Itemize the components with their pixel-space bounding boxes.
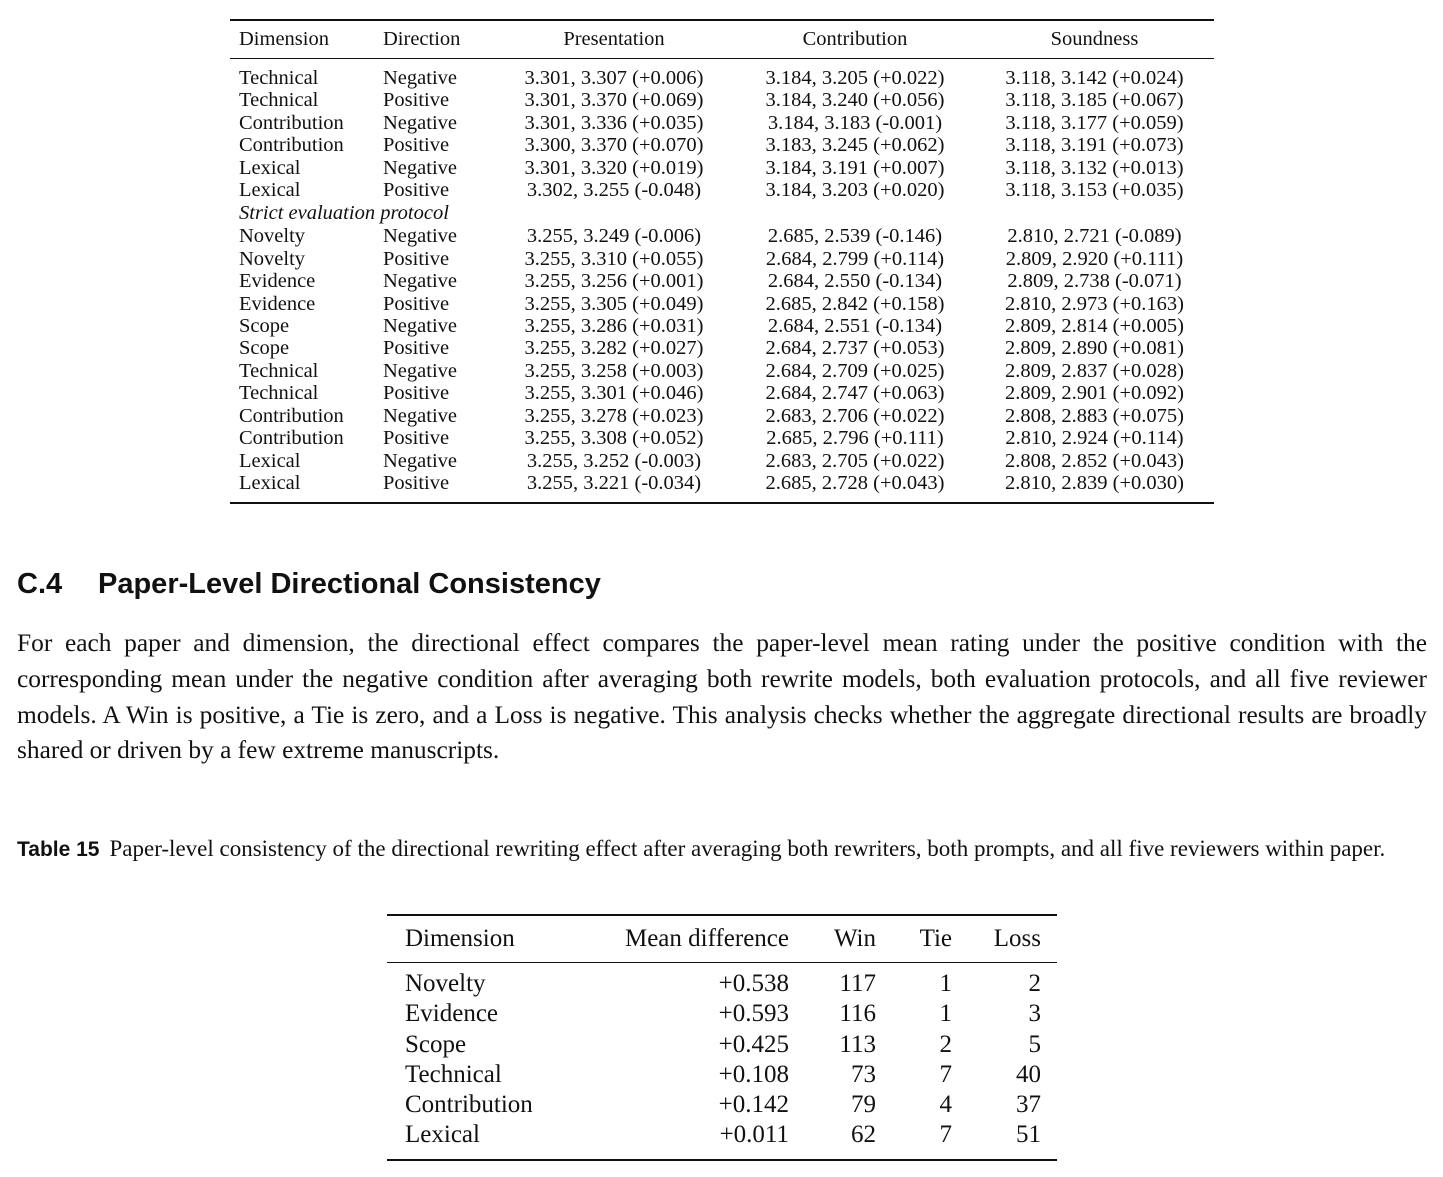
table-cell: Negative	[383, 359, 457, 382]
table-cell: +0.108	[718, 1060, 789, 1088]
table-cell: 3.118, 3.191 (+0.073)	[1005, 134, 1184, 157]
table-row	[230, 89, 1214, 111]
table-cell: +0.593	[718, 1000, 789, 1028]
results-table-body	[230, 59, 1214, 504]
table-cell: Lexical	[239, 156, 301, 179]
table-cell: Novelty	[239, 225, 306, 248]
table-cell: 2.683, 2.705 (+0.022)	[765, 449, 945, 472]
table-15-grid	[387, 914, 1057, 1161]
table-row	[230, 157, 1214, 179]
column-header: Soundness	[975, 20, 1214, 59]
column-header: Presentation	[493, 20, 735, 59]
table-cell: Lexical	[239, 179, 301, 202]
table-cell: 3	[1028, 1000, 1041, 1028]
table-cell: 2	[939, 1030, 952, 1058]
table-cell: Contribution	[239, 427, 344, 450]
table-cell: Positive	[383, 471, 450, 494]
table-cell: Positive	[383, 292, 450, 315]
table-cell: Positive	[383, 427, 450, 450]
table-cell: 2.683, 2.706 (+0.022)	[765, 404, 945, 427]
table-cell: 40	[1016, 1060, 1041, 1088]
table-15-body	[387, 963, 1057, 1160]
table-cell: Positive	[383, 134, 450, 157]
table-row	[387, 1030, 1057, 1060]
table-15	[387, 914, 1057, 1161]
table-cell: 2.810, 2.973 (+0.163)	[1005, 292, 1184, 315]
table-cell: Contribution	[239, 404, 344, 427]
table-cell: 2.685, 2.539 (-0.146)	[767, 225, 943, 248]
table-row	[230, 405, 1214, 427]
table-cell: 1	[939, 1000, 952, 1028]
table-cell: Negative	[383, 67, 457, 89]
table-cell: 3.255, 3.310 (+0.055)	[524, 247, 704, 270]
table-cell: Technical	[239, 89, 319, 112]
table-cell: 1	[939, 970, 952, 997]
table-cell: 2.809, 2.837 (+0.028)	[1005, 359, 1184, 382]
table-cell: Scope	[405, 1030, 467, 1058]
table-cell: Technical	[239, 359, 319, 382]
table-cell: Negative	[383, 156, 457, 179]
table-15-header-row	[387, 915, 1057, 963]
table-cell: 3.301, 3.307 (+0.006)	[524, 67, 704, 89]
table-cell: +0.425	[718, 1030, 789, 1058]
table-cell: 113	[839, 1030, 876, 1058]
table-cell: 73	[851, 1060, 876, 1088]
table-cell: Negative	[383, 270, 457, 293]
table-cell: 3.183, 3.245 (+0.062)	[765, 134, 945, 157]
table-row	[230, 179, 1214, 201]
table-cell: Evidence	[239, 292, 316, 315]
column-header: Mean difference	[579, 915, 789, 963]
results-table-grid	[230, 19, 1214, 504]
table-cell: 2.685, 2.842 (+0.158)	[765, 292, 945, 315]
table-cell: Technical	[405, 1060, 502, 1088]
table-cell: 2.808, 2.852 (+0.043)	[1005, 449, 1184, 472]
table-cell: 116	[839, 1000, 876, 1028]
table-cell: 2.809, 2.890 (+0.081)	[1005, 337, 1184, 360]
table-cell: Negative	[383, 404, 457, 427]
table-cell: Novelty	[239, 247, 306, 270]
table-cell: Negative	[383, 111, 457, 134]
table-row	[230, 248, 1214, 270]
table-cell: Negative	[383, 315, 457, 338]
results-table	[230, 19, 1214, 504]
spacer-row	[387, 1151, 1057, 1160]
section-title: Paper-Level Directional Consistency	[98, 568, 601, 600]
table-caption-text: Paper-level consistency of the directional rewriting effect after averaging both rewriters, both prompts, and all five reviewers within paper.	[109, 836, 1386, 861]
table-cell: 3.118, 3.153 (+0.035)	[1005, 179, 1184, 202]
table-cell: 2	[1028, 970, 1041, 997]
table-cell: Lexical	[239, 471, 301, 494]
table-cell: 2.808, 2.883 (+0.075)	[1005, 404, 1184, 427]
table-cell: +0.538	[718, 970, 789, 997]
column-header: Win	[789, 915, 876, 963]
section-heading	[17, 568, 601, 601]
table-label: Table 15	[17, 838, 100, 861]
table-cell: 2.809, 2.814 (+0.005)	[1005, 315, 1184, 338]
table-row	[230, 337, 1214, 359]
table-row	[230, 225, 1214, 247]
table-cell: 62	[851, 1121, 876, 1149]
table-row	[230, 293, 1214, 315]
table-cell: 7	[939, 1060, 952, 1088]
table-cell: Negative	[383, 225, 457, 248]
table-row	[230, 360, 1214, 382]
table-cell: 3.118, 3.132 (+0.013)	[1005, 156, 1184, 179]
table-cell: 3.255, 3.256 (+0.001)	[524, 270, 704, 293]
table-cell: Lexical	[239, 449, 301, 472]
section-number: C.4	[17, 568, 63, 600]
table-row	[230, 315, 1214, 337]
table-row	[230, 450, 1214, 472]
table-cell: 3.255, 3.301 (+0.046)	[524, 382, 704, 405]
table-cell: 3.255, 3.305 (+0.049)	[524, 292, 704, 315]
table-cell: Contribution	[239, 111, 344, 134]
table-row	[387, 1090, 1057, 1120]
table-cell: Technical	[239, 67, 319, 89]
column-header: Tie	[876, 915, 952, 963]
table-cell: 79	[851, 1091, 876, 1119]
table-row	[230, 134, 1214, 156]
table-cell: Evidence	[239, 270, 316, 293]
table-row	[387, 969, 1057, 999]
table-cell: Positive	[383, 247, 450, 270]
table-row	[230, 427, 1214, 449]
table-cell: 3.184, 3.183 (-0.001)	[767, 111, 943, 134]
table-cell: 3.118, 3.177 (+0.059)	[1005, 111, 1184, 134]
table-cell: +0.011	[719, 1121, 789, 1149]
table-cell: Scope	[239, 315, 290, 338]
table-row	[230, 112, 1214, 134]
table-cell: Contribution	[239, 134, 344, 157]
protocol-label: Strict evaluation protocol	[239, 202, 449, 225]
table-cell: 117	[839, 970, 876, 997]
table-cell: Novelty	[405, 970, 486, 997]
table-cell: 2.684, 2.747 (+0.063)	[765, 382, 945, 405]
table-cell: Negative	[383, 449, 457, 472]
table-cell: 2.810, 2.721 (-0.089)	[1007, 225, 1182, 248]
table-row	[230, 472, 1214, 494]
table-cell: 3.118, 3.185 (+0.067)	[1005, 89, 1184, 112]
table-cell: 3.255, 3.286 (+0.031)	[524, 315, 704, 338]
table-cell: 2.809, 2.920 (+0.111)	[1005, 247, 1184, 270]
table-cell: 2.684, 2.551 (-0.134)	[767, 315, 943, 338]
table-cell: 3.255, 3.258 (+0.003)	[524, 359, 704, 382]
table-cell: 7	[939, 1121, 952, 1149]
table-row	[230, 270, 1214, 292]
table-row	[387, 1120, 1057, 1150]
table-cell: Contribution	[405, 1091, 533, 1119]
table-cell: 3.118, 3.142 (+0.024)	[1005, 67, 1184, 89]
table-cell: 51	[1016, 1121, 1041, 1149]
table-cell: 2.684, 2.550 (-0.134)	[767, 270, 943, 293]
column-header: Dimension	[230, 20, 381, 59]
table-cell: 2.810, 2.924 (+0.114)	[1005, 427, 1184, 450]
table-cell: 3.255, 3.308 (+0.052)	[524, 427, 704, 450]
table-cell: Technical	[239, 382, 319, 405]
table-cell: 37	[1016, 1091, 1041, 1119]
body-paragraph: For each paper and dimension, the directional effect compares the paper-level mean rating under the positive condition with the corresponding mean under the negative condition after averaging both rewrite models, both evaluation protocols, and all five reviewer models. A Win is positive, a Tie is zero, and a Loss is negative. This analysis checks whether the aggregate directional results are broadly shared or driven by a few extreme manuscripts.	[17, 629, 1427, 765]
table-cell: 2.685, 2.728 (+0.043)	[765, 471, 945, 494]
table-cell: 2.684, 2.709 (+0.025)	[765, 359, 945, 382]
table-cell: Positive	[383, 179, 450, 202]
table-cell: 3.255, 3.249 (-0.006)	[526, 225, 702, 248]
table-row	[230, 67, 1214, 89]
table-cell: Positive	[383, 89, 450, 112]
table-cell: Scope	[239, 337, 290, 360]
table-row	[387, 1060, 1057, 1090]
table-cell: Positive	[383, 382, 450, 405]
table-cell: 2.810, 2.839 (+0.030)	[1005, 471, 1184, 494]
table-cell: 3.302, 3.255 (-0.048)	[526, 179, 702, 202]
table-cell: 3.255, 3.221 (-0.034)	[526, 471, 702, 494]
table-row	[387, 999, 1057, 1029]
table-cell: 3.300, 3.370 (+0.070)	[524, 134, 704, 157]
table-cell: 3.301, 3.370 (+0.069)	[524, 89, 704, 112]
table-cell: 2.684, 2.799 (+0.114)	[765, 247, 945, 270]
table-cell: +0.142	[718, 1091, 789, 1119]
table-cell: 3.255, 3.278 (+0.023)	[524, 404, 704, 427]
table-cell: 4	[939, 1091, 952, 1119]
column-header: Loss	[952, 915, 1057, 963]
table-cell: 5	[1028, 1030, 1041, 1058]
protocol-row	[230, 201, 1214, 225]
column-header: Direction	[381, 20, 493, 59]
table-cell: 2.685, 2.796 (+0.111)	[766, 427, 944, 450]
table-cell: Lexical	[405, 1121, 480, 1149]
results-table-header-row	[230, 20, 1214, 59]
table-row	[230, 382, 1214, 404]
table-cell: 2.809, 2.738 (-0.071)	[1007, 270, 1182, 293]
table-cell: 3.184, 3.205 (+0.022)	[765, 67, 945, 89]
column-header: Dimension	[387, 915, 579, 963]
table-cell: 2.809, 2.901 (+0.092)	[1005, 382, 1184, 405]
table-cell: 3.184, 3.240 (+0.056)	[765, 89, 945, 112]
table-cell: Positive	[383, 337, 450, 360]
table-cell: 3.255, 3.282 (+0.027)	[524, 337, 704, 360]
table-cell: 2.684, 2.737 (+0.053)	[765, 337, 945, 360]
spacer-row	[230, 494, 1214, 503]
table-cell: 3.255, 3.252 (-0.003)	[526, 449, 702, 472]
column-header: Contribution	[735, 20, 975, 59]
table-cell: 3.184, 3.191 (+0.007)	[765, 156, 945, 179]
table-cell: 3.301, 3.336 (+0.035)	[524, 111, 704, 134]
table-cell: Evidence	[405, 1000, 499, 1028]
spacer-row	[230, 59, 1214, 68]
table-cell: 3.184, 3.203 (+0.020)	[765, 179, 945, 202]
table-caption	[17, 832, 1427, 866]
table-cell: 3.301, 3.320 (+0.019)	[524, 156, 704, 179]
